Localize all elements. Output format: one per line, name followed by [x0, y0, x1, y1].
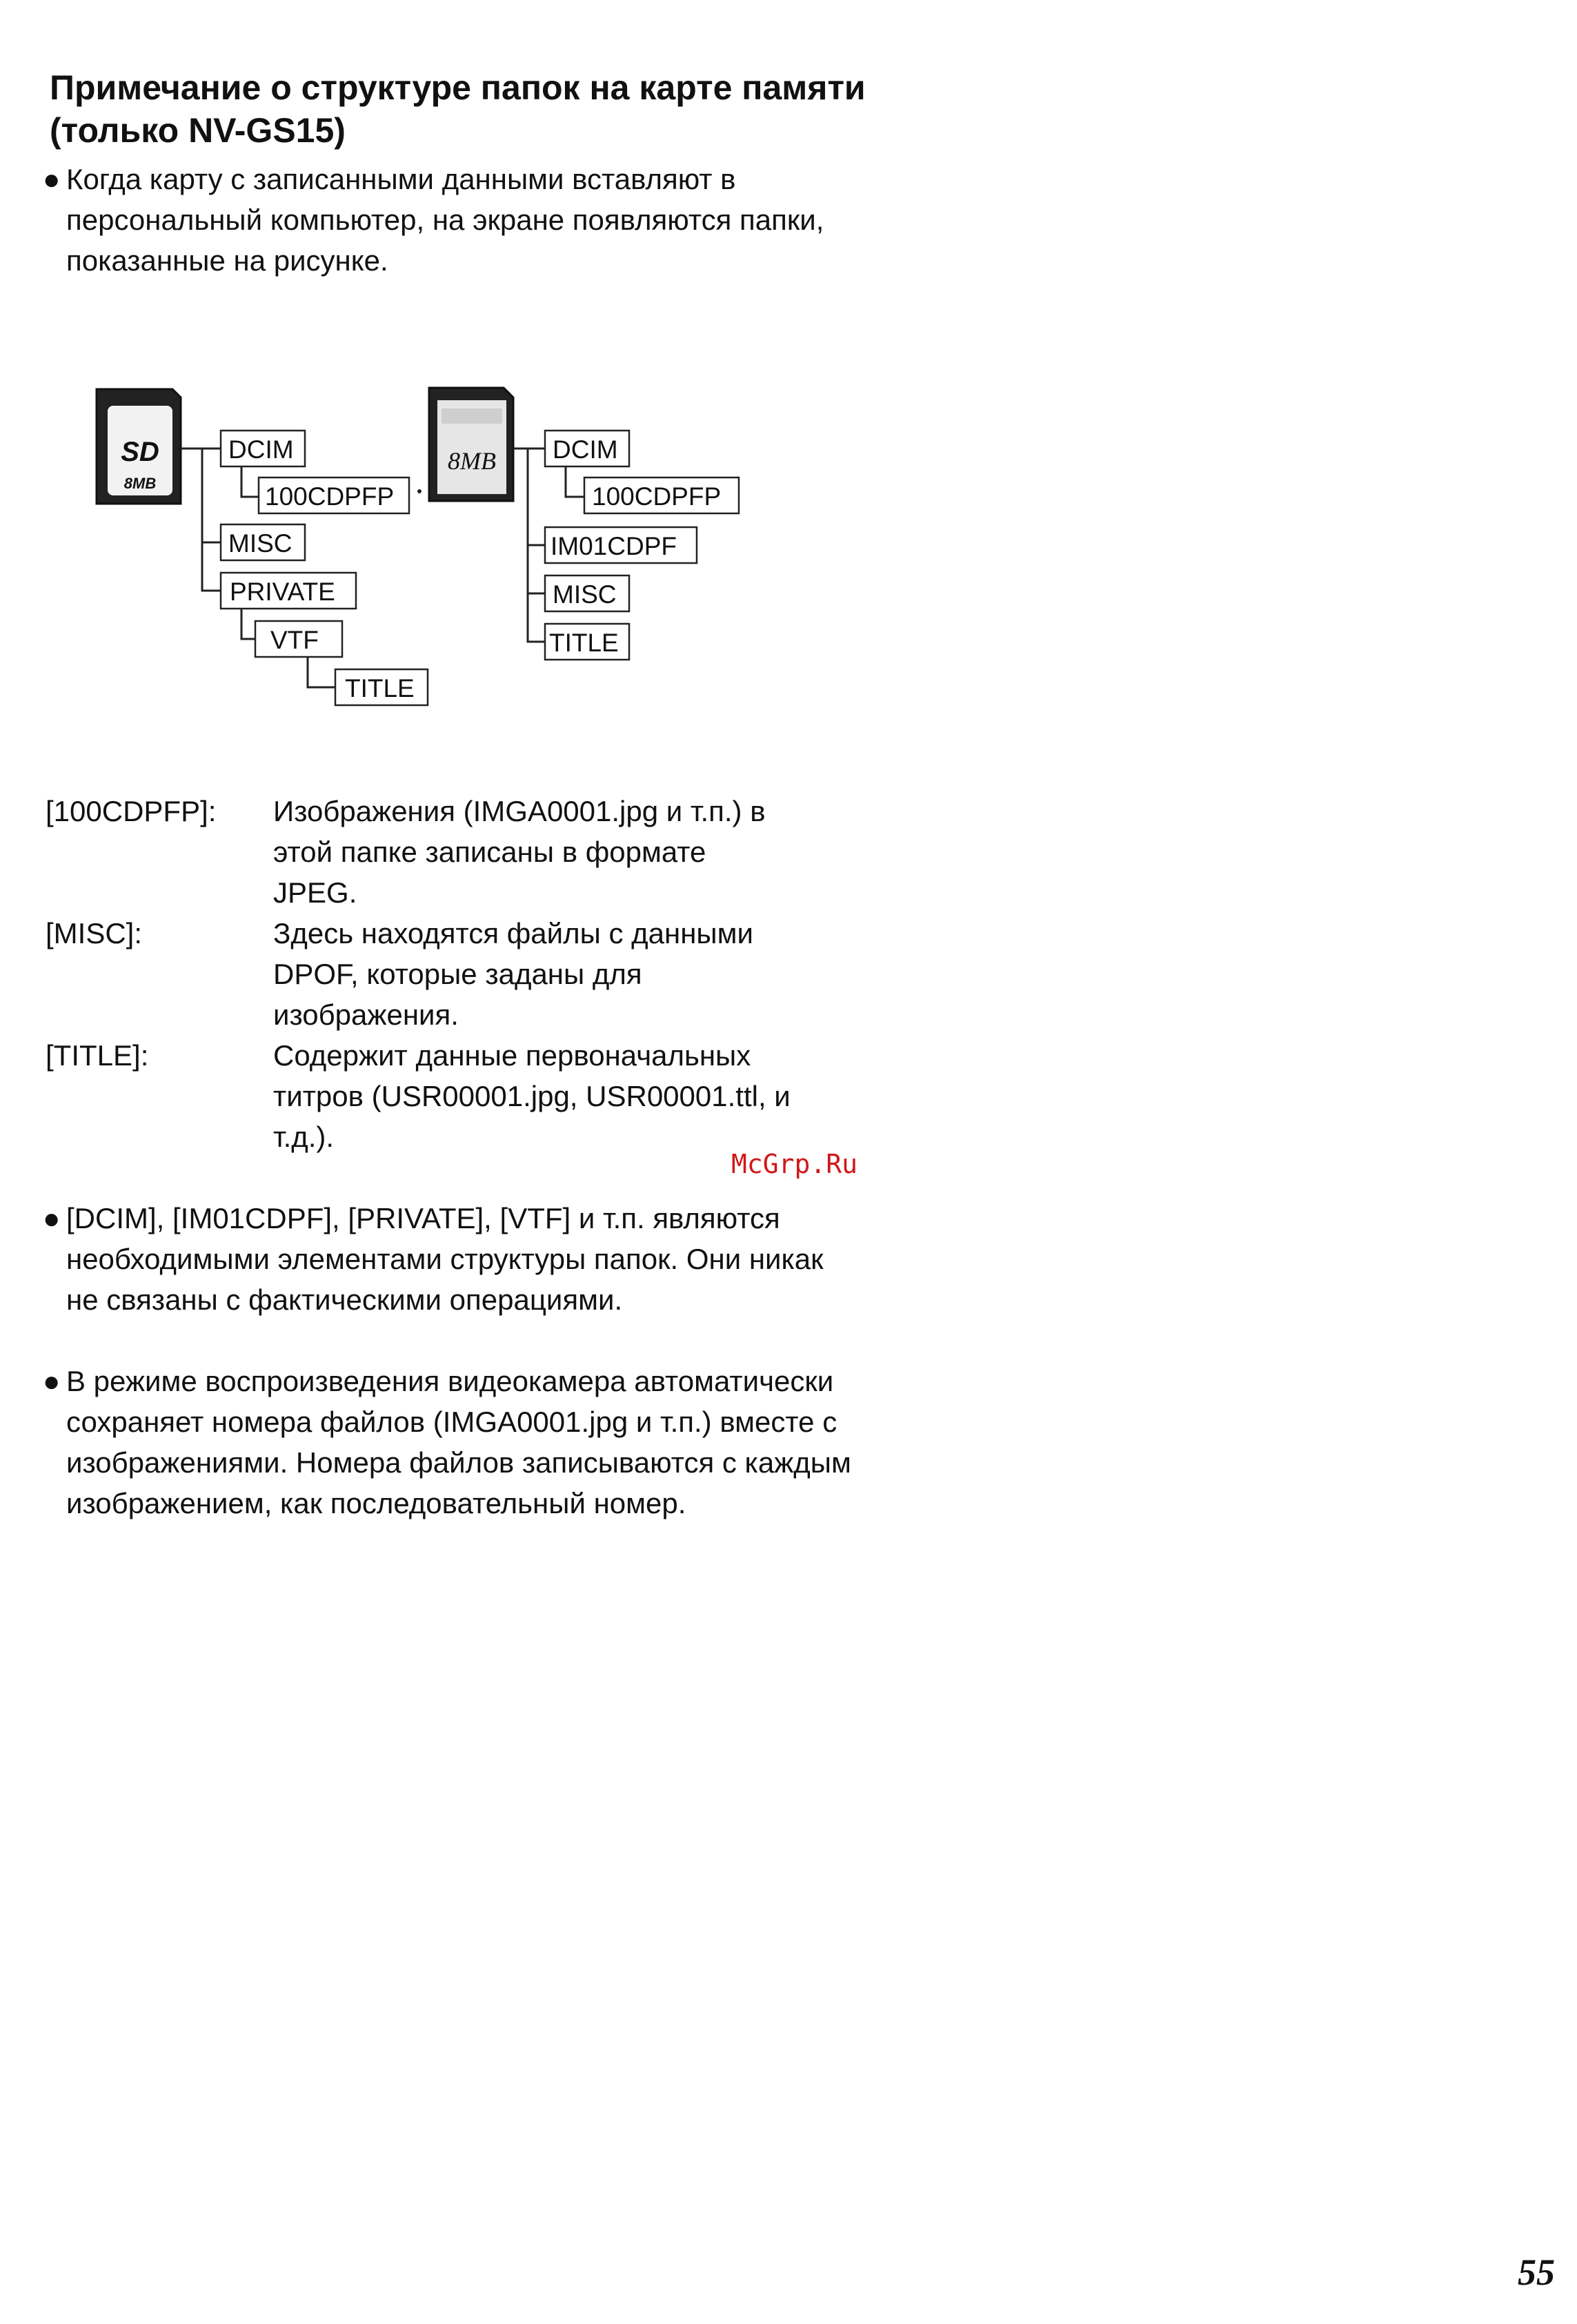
folder-structure-diagram	[0, 373, 814, 731]
sd-card-icon	[97, 389, 181, 504]
definition-text-misc: Здесь находятся файлы с данными DPOF, которые заданы для изображения.	[273, 917, 753, 1031]
sd-folder-vtf-label: VTF	[270, 626, 319, 654]
note-file-numbers-text: В режиме воспроизведения видеокамера автоматически сохраняет номера файлов (IMGA0001.jpg и т.п.) вместе с изображениями. Номера файлов записываются с каждым изображением, как последовательный номер.	[66, 1365, 851, 1519]
mmc-folder-im01cdpf-label: IM01CDPF	[551, 532, 677, 560]
mmc-folder-title-label: TITLE	[549, 629, 619, 657]
sd-folder-private-label: PRIVATE	[230, 578, 335, 606]
definition-text-title: Содержит данные первоначальных титров (USR00001.jpg, USR00001.ttl, и т.д.).	[273, 1039, 791, 1153]
sd-folder-misc-label: MISC	[228, 529, 292, 558]
mmc-card-icon	[429, 388, 513, 501]
sd-folder-dcim-label: DCIM	[228, 435, 294, 464]
intro-bullet	[43, 159, 857, 281]
bullet-icon: ●	[43, 1202, 61, 1234]
bullet-icon: ●	[43, 163, 61, 195]
page-number: 55	[1518, 2252, 1555, 2293]
watermark: McGrp.Ru	[731, 1149, 858, 1179]
sd-card-capacity: 8MB	[123, 475, 157, 492]
note-folder-elements	[43, 1198, 857, 1320]
sd-folder-title-label: TITLE	[345, 674, 415, 702]
sd-folder-100cdpfp-label: 100CDPFP	[265, 482, 395, 511]
mmc-folder-dcim-label: DCIM	[553, 435, 618, 464]
mmc-folder-100cdpfp-label: 100CDPFP	[592, 482, 722, 511]
mmc-folder-misc-label: MISC	[553, 580, 617, 609]
intro-text: Когда карту с записанными данными вставляют в персональный компьютер, на экране появляются папки, показанные на рисунке.	[66, 163, 824, 277]
section-heading: Примечание о структуре папок на карте памяти (только NV-GS15)	[50, 68, 866, 150]
definition-text-100cdpfp: Изображения (IMGA0001.jpg и т.п.) в этой папке записаны в формате JPEG.	[273, 795, 766, 909]
definition-term-misc: [MISC]:	[46, 917, 143, 949]
bullet-icon: ●	[43, 1365, 61, 1397]
sd-card-logo: SD	[121, 437, 159, 467]
definition-term-title: [TITLE]:	[46, 1039, 149, 1072]
mmc-card-capacity: 8MB	[448, 447, 496, 475]
definition-term-100cdpfp: [100CDPFP]:	[46, 795, 217, 827]
note-file-numbers	[43, 1361, 857, 1524]
note-folder-elements-text: [DCIM], [IM01CDPF], [PRIVATE], [VTF] и т.п. являются необходимыми элементами структуры папок. Они никак не связаны с фактическими операциями.	[66, 1202, 824, 1316]
